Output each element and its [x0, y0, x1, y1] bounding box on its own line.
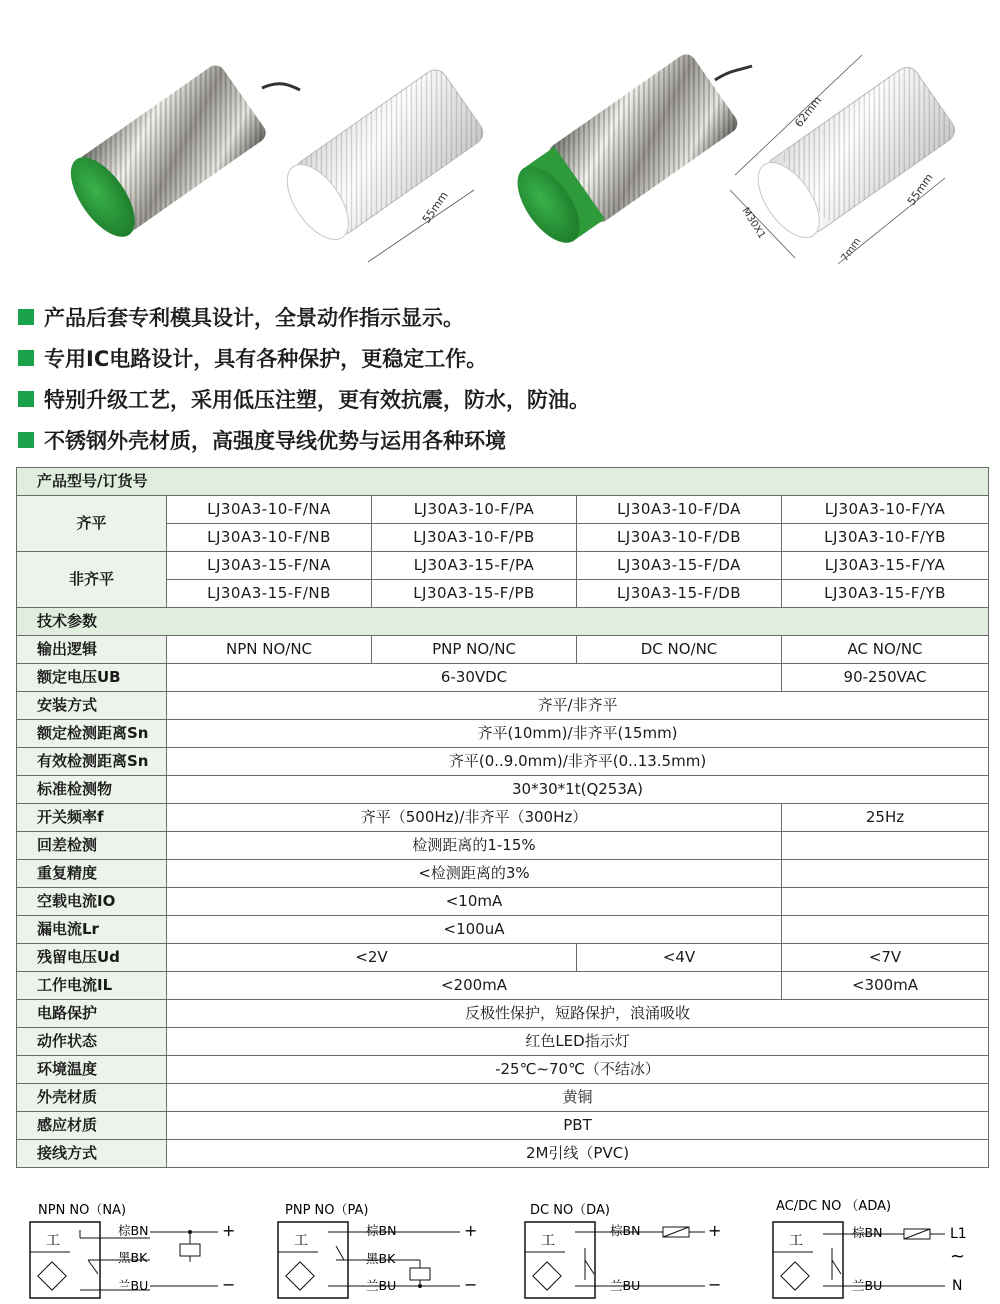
ac-symbol-icon: ~ — [950, 1246, 966, 1267]
model-cell: LJ30A3-15-F/DA — [577, 552, 782, 580]
bullet-square-icon — [18, 350, 34, 366]
wiring-title: NPN NO（NA) — [38, 1203, 127, 1218]
table-row — [17, 496, 989, 524]
plus-terminal: + — [464, 1221, 478, 1240]
param-row-no-load-current — [17, 888, 989, 916]
plus-terminal: + — [222, 1221, 236, 1240]
feature-item — [18, 419, 978, 460]
param-value: <检测距离的3% — [167, 860, 782, 888]
dim-thread: M30X1 — [739, 205, 768, 241]
param-value: 检测距离的1-15% — [167, 832, 782, 860]
feature-text: 特别升级工艺，采用低压注塑，更有效抗震，防水，防油。 — [44, 387, 590, 412]
param-value: NPN NO/NC — [167, 636, 372, 664]
model-cell: LJ30A3-10-F/DB — [577, 524, 782, 552]
wire-blue: 兰BU — [366, 1278, 397, 1293]
param-label: 漏电流Lr — [17, 916, 167, 944]
feature-text: 专用IC电路设计，具有各种保护，更稳定工作。 — [44, 346, 488, 371]
sensor-photo-nonflush — [504, 50, 752, 254]
wiring-title: DC NO（DA) — [530, 1203, 610, 1218]
table-row — [17, 552, 989, 580]
spec-table — [16, 467, 989, 1168]
model-cell: LJ30A3-15-F/PB — [372, 580, 577, 608]
param-label: 接线方式 — [17, 1140, 167, 1168]
param-row-sensing-material — [17, 1112, 989, 1140]
param-value: <7V — [782, 944, 989, 972]
feature-list — [18, 296, 978, 460]
wiring-title: AC/DC NO （ADA) — [776, 1199, 892, 1214]
param-row-hysteresis — [17, 832, 989, 860]
sensor-symbol-icon — [781, 1262, 809, 1290]
param-label: 工作电流IL — [17, 972, 167, 1000]
wire-blue: 兰BU — [118, 1278, 149, 1293]
param-label: 额定检测距离Sn — [17, 720, 167, 748]
param-label: 感应材质 — [17, 1112, 167, 1140]
param-label: 电路保护 — [17, 1000, 167, 1028]
model-cell: LJ30A3-15-F/DB — [577, 580, 782, 608]
empty-cell — [782, 888, 989, 916]
param-row-circuit-protection — [17, 1000, 989, 1028]
param-row-residual-voltage — [17, 944, 989, 972]
minus-terminal: − — [464, 1275, 478, 1294]
param-row-working-current — [17, 972, 989, 1000]
wire-brown: 棕BN — [852, 1225, 883, 1240]
param-label: 空载电流IO — [17, 888, 167, 916]
param-label: 环境温度 — [17, 1056, 167, 1084]
param-label: 回差检测 — [17, 832, 167, 860]
param-value: 90-250VAC — [782, 664, 989, 692]
group-label-flush: 齐平 — [17, 496, 167, 552]
bullet-square-icon — [18, 391, 34, 407]
param-label: 残留电压Ud — [17, 944, 167, 972]
empty-cell — [782, 916, 989, 944]
wire-blue: 兰BU — [610, 1278, 641, 1293]
param-value: <2V — [167, 944, 577, 972]
product-photos — [0, 0, 1000, 290]
param-value: 2M引线（PVC) — [167, 1140, 989, 1168]
minus-terminal: − — [222, 1275, 236, 1294]
param-value: <10mA — [167, 888, 782, 916]
param-label: 开关频率f — [17, 804, 167, 832]
feature-text: 产品后套专利模具设计，全景动作指示显示。 — [44, 305, 464, 330]
param-label: 输出逻辑 — [17, 636, 167, 664]
load-icon — [180, 1244, 200, 1256]
param-value: -25℃~70℃（不结冰） — [167, 1056, 989, 1084]
group-label-nonflush: 非齐平 — [17, 552, 167, 608]
wire-black: 黑BK — [118, 1250, 148, 1265]
wiring-pnp — [278, 1203, 477, 1298]
param-row-standard-target — [17, 776, 989, 804]
param-value: <200mA — [167, 972, 782, 1000]
model-cell: LJ30A3-10-F/PB — [372, 524, 577, 552]
l1-terminal: L1 — [950, 1226, 967, 1242]
model-cell: LJ30A3-10-F/YA — [782, 496, 989, 524]
param-row-ambient-temp — [17, 1056, 989, 1084]
wiring-title: PNP NO（PA) — [285, 1203, 369, 1218]
param-value: <4V — [577, 944, 782, 972]
param-value: 齐平（500Hz)/非齐平（300Hz） — [167, 804, 782, 832]
param-label: 外壳材质 — [17, 1084, 167, 1112]
param-label: 重复精度 — [17, 860, 167, 888]
param-label: 动作状态 — [17, 1028, 167, 1056]
sensor-symbol-icon — [533, 1262, 561, 1290]
param-value: 25Hz — [782, 804, 989, 832]
param-row-rated-voltage — [17, 664, 989, 692]
wire-black: 黑BK — [366, 1251, 396, 1266]
param-value: <300mA — [782, 972, 989, 1000]
dim-length-55b: 55mm — [904, 171, 936, 208]
param-value: 反极性保护，短路保护，浪涌吸收 — [167, 1000, 989, 1028]
sensor-photo-clear — [275, 65, 487, 262]
sensor-symbol-icon — [286, 1262, 314, 1290]
param-value: PNP NO/NC — [372, 636, 577, 664]
model-cell: LJ30A3-15-F/PA — [372, 552, 577, 580]
param-row-effective-distance — [17, 748, 989, 776]
coil-symbol-icon: 工 — [46, 1233, 60, 1249]
param-row-housing-material — [17, 1084, 989, 1112]
model-cell: LJ30A3-10-F/PA — [372, 496, 577, 524]
dim-length-62: 62mm — [792, 93, 825, 130]
param-value: 齐平(10mm)/非齐平(15mm) — [167, 720, 989, 748]
param-value: 30*30*1t(Q253A) — [167, 776, 989, 804]
section-header-tech: 技术参数 — [17, 608, 989, 636]
dim-length-55: 55mm — [419, 189, 451, 226]
param-label: 标准检测物 — [17, 776, 167, 804]
plus-terminal: + — [708, 1221, 722, 1240]
coil-symbol-icon: 工 — [541, 1233, 555, 1249]
coil-symbol-icon: 工 — [789, 1233, 803, 1249]
feature-item — [18, 296, 978, 337]
model-cell: LJ30A3-15-F/YB — [782, 580, 989, 608]
param-value: PBT — [167, 1112, 989, 1140]
param-value: DC NO/NC — [577, 636, 782, 664]
wiring-npn — [30, 1203, 235, 1298]
param-row-leakage-current — [17, 916, 989, 944]
param-value: 6-30VDC — [167, 664, 782, 692]
wiring-acdc — [773, 1199, 967, 1298]
param-value: 齐平/非齐平 — [167, 692, 989, 720]
wire-brown: 棕BN — [366, 1223, 397, 1238]
sensor-symbol-icon — [38, 1262, 66, 1290]
sensor-photo-flush — [58, 61, 300, 248]
param-value: AC NO/NC — [782, 636, 989, 664]
model-cell: LJ30A3-10-F/DA — [577, 496, 782, 524]
model-cell: LJ30A3-15-F/NB — [167, 580, 372, 608]
n-terminal: N — [952, 1278, 963, 1294]
wire-blue: 兰BU — [852, 1278, 883, 1293]
bullet-square-icon — [18, 432, 34, 448]
param-label: 额定电压UB — [17, 664, 167, 692]
model-cell: LJ30A3-10-F/NB — [167, 524, 372, 552]
param-row-mounting — [17, 692, 989, 720]
wiring-dc — [525, 1203, 721, 1298]
wire-brown: 棕BN — [610, 1223, 641, 1238]
minus-terminal: − — [708, 1275, 722, 1294]
wire-brown: 棕BN — [118, 1223, 149, 1238]
wiring-diagrams — [0, 1190, 1000, 1304]
param-value: 齐平(0..9.0mm)/非齐平(0..13.5mm) — [167, 748, 989, 776]
dim-cap: 7mm — [839, 236, 864, 264]
param-row-repeat-accuracy — [17, 860, 989, 888]
bullet-square-icon — [18, 309, 34, 325]
model-cell: LJ30A3-10-F/NA — [167, 496, 372, 524]
section-header-models: 产品型号/订货号 — [17, 468, 989, 496]
feature-item — [18, 337, 978, 378]
param-value: 黄铜 — [167, 1084, 989, 1112]
param-label: 安装方式 — [17, 692, 167, 720]
load-icon — [410, 1268, 430, 1280]
coil-symbol-icon: 工 — [294, 1233, 308, 1249]
empty-cell — [782, 832, 989, 860]
model-cell: LJ30A3-10-F/YB — [782, 524, 989, 552]
param-value: 红色LED指示灯 — [167, 1028, 989, 1056]
param-row-switch-freq — [17, 804, 989, 832]
param-row-output-logic — [17, 636, 989, 664]
model-cell: LJ30A3-15-F/YA — [782, 552, 989, 580]
param-value: <100uA — [167, 916, 782, 944]
param-row-rated-distance — [17, 720, 989, 748]
sensor-photo-dimensions — [730, 55, 959, 264]
feature-item — [18, 378, 978, 419]
empty-cell — [782, 860, 989, 888]
param-row-action-state — [17, 1028, 989, 1056]
feature-text: 不锈钢外壳材质，高强度导线优势与运用各种环境 — [44, 428, 506, 453]
param-row-wiring-method — [17, 1140, 989, 1168]
model-cell: LJ30A3-15-F/NA — [167, 552, 372, 580]
param-label: 有效检测距离Sn — [17, 748, 167, 776]
